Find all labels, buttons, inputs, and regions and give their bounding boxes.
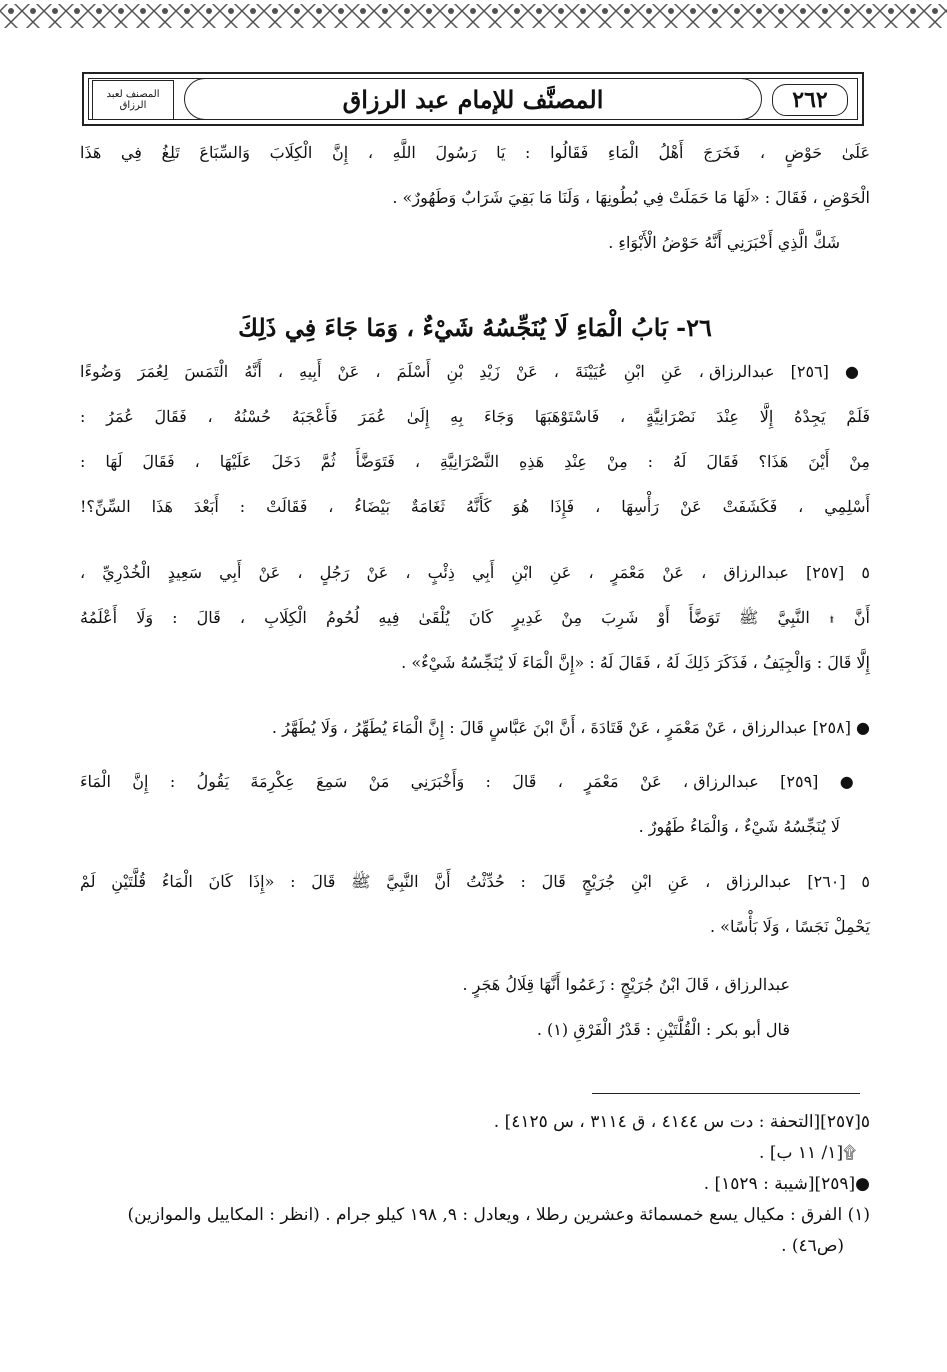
footnote-line: (١) الفرق : مكيال يسع خمسمائة وعشرين رطلا ، ويعادل : ٩, ١٩٨ كيلو جرام . (انظر : المكاييل والموازين): [127, 1205, 870, 1225]
tail-paragraph: [80, 975, 870, 1065]
hadith-number: [٢٥٩]: [780, 772, 819, 791]
hadith-number: [٢٥٦]: [790, 362, 829, 381]
hadith-number: [٢٥٧]: [806, 563, 845, 582]
hadith-text: عبدالرزاق ، عَنِ ابْنِ جُرَيْجٍ قَالَ : حُدِّثْتُ أَنَّ النَّبِيَّ ﷺ قَالَ : «إِذَا كَانَ الْمَاءُ قُلَّتَيْنِ لَمْ: [80, 872, 792, 891]
hadith-line: [80, 718, 870, 763]
hadith-line: إِلَّا قَالَ : وَالْجِيَفُ ، فَذَكَرَ ذَلِكَ لَهُ ، فَقَالَ لَهُ : «إِنَّ الْمَاءَ لَا يُنَجِّسُهُ شَيْءٌ» .: [401, 653, 870, 672]
hadith-number: [٢٦٠]: [807, 872, 846, 891]
hadith-260: [80, 872, 870, 962]
hadith-text: عبدالرزاق ، عَنْ مَعْمَرٍ ، عَنْ قَتَادَةَ ، أَنَّ ابْنَ عَبَّاسٍ قَالَ : إِنَّ الْمَاءَ يُطَهِّرُ ، وَلَا يُطَهَّرُ .: [271, 718, 808, 737]
page-number: ٢٦٢: [772, 84, 848, 116]
hadith-line: فَلَمْ يَجِدْهُ إِلَّا عِنْدَ نَصْرَانِيَّةٍ ، فَاسْتَوْهَبَهَا وَجَاءَ بِهِ إِلَىٰ عُمَرَ فَأَعْجَبَهُ حُسْنُهُ ، فَقَالَ عُمَرُ :: [80, 407, 870, 426]
hadith-line: [80, 872, 870, 917]
hadith-line: أَسْلِمِي ، فَكَشَفَتْ عَنْ رَأْسِهَا ، فَإِذَا هُوَ كَأَنَّهُ ثَغَامَةٌ بَيْضَاءُ ، فَقَالَتْ : أَبَعْدَ هَذَا السِّنِّ؟!: [80, 497, 870, 516]
hadith-marker: ●: [856, 718, 870, 737]
hadith-259: [80, 772, 870, 862]
hadith-marker: ●: [845, 362, 871, 381]
tail-line-1: عبدالرزاق ، قَالَ ابْنُ جُرَيْجٍ : زَعَمُوا أَنَّهَا قِلَالُ هَجَرٍ .: [462, 975, 790, 994]
chapter-heading: ٢٦- بَابُ الْمَاءِ لَا يُنَجِّسُهُ شَيْءٌ ، وَمَا جَاءَ فِي ذَلِكَ: [238, 313, 712, 342]
hadith-line: [80, 772, 870, 817]
header-title: المصنَّف للإمام عبد الرزاق: [184, 78, 762, 120]
intro-line-1: عَلَىٰ حَوْضٍ ، فَخَرَجَ أَهْلُ الْمَاءِ فَقَالُوا : يَا رَسُولَ اللَّهِ ، إِنَّ الْكِلَابَ وَالسِّبَاعَ تَلِغُ فِي هَذَا: [80, 143, 870, 162]
footnote-separator: [592, 1093, 860, 1094]
hadith-line: [80, 362, 870, 407]
hadith-marker: ٥: [861, 872, 870, 891]
seal-logo: [92, 80, 174, 120]
intro-paragraph: [80, 143, 870, 278]
hadith-258: [80, 718, 870, 763]
hadith-marker: ٥: [861, 563, 870, 582]
tail-line-2: قال أبو بكر : الْقُلَّتَيْنِ : قَدْرُ الْفَرْقِ (١) .: [536, 1020, 790, 1039]
hadith-marker: ●: [839, 772, 870, 791]
seal-text: المصنف لعبد الرزاق: [106, 89, 160, 111]
intro-line-2: الْحَوْضِ ، فَقَالَ : «لَهَا مَا حَمَلَتْ فِي بُطُونِهَا ، وَلَنَا مَا بَقِيَ شَرَابٌ وَطَهُورٌ» .: [392, 188, 870, 207]
footnote-line: ۩[١/ ١١ ب] .: [759, 1143, 856, 1163]
intro-line-3: شَكَّ الَّذِي أَخْبَرَنِي أَنَّهُ حَوْضُ الْأَبْوَاءِ .: [608, 233, 840, 252]
hadith-line: [80, 563, 870, 608]
hadith-number: [٢٥٨]: [812, 718, 851, 737]
hadith-line: لَا يُنَجِّسُهُ شَيْءٌ ، وَالْمَاءُ طَهُورٌ .: [638, 817, 840, 836]
footnote-line: (ص٤٦) .: [781, 1236, 844, 1256]
hadith-line: يَحْمِلْ نَجَسًا ، وَلَا بَأْسًا» .: [709, 917, 870, 936]
hadith-text: عبدالرزاق ، عَنِ ابْنِ عُيَيْنَةَ ، عَنْ زَيْدِ بْنِ أَسْلَمَ ، عَنْ أَبِيهِ ، أَنَّهُ الْتَمَسَ لِعُمَرَ وَضُوءًا: [80, 362, 775, 381]
top-ornament-border: [0, 0, 947, 40]
running-header: [82, 72, 864, 126]
hadith-257: [80, 563, 870, 698]
hadith-256: [80, 362, 870, 542]
hadith-line: مِنْ أَيْنَ هَذَا؟ فَقَالَ لَهُ : مِنْ عِنْدِ هَذِهِ النَّصْرَانِيَّةِ ، فَتَوَضَّأَ ثُمَّ دَخَلَ عَلَيْهَا ، فَقَالَ لَهَا :: [80, 452, 870, 471]
footnote-line: ٥[٢٥٧][التحفة : دت س ٤١٤٤ ، ق ٣١١٤ ، س ٤١٢٥] .: [493, 1112, 870, 1132]
footnote-line: ●[٢٥٩][شيبة : ١٥٢٩] .: [703, 1174, 870, 1194]
hadith-line: أَنَّ ۩ النَّبِيَّ ﷺ تَوَضَّأَ أَوْ شَرِبَ مِنْ غَدِيرٍ كَانَ يُلْقَىٰ فِيهِ لُحُومُ الْكِلَابِ ، قَالَ : وَلَا أَعْلَمُهُ: [80, 608, 870, 627]
footnotes: [80, 1107, 870, 1262]
hadith-text: عبدالرزاق ، عَنْ مَعْمَرٍ ، عَنِ ابْنِ أَبِي ذِئْبٍ ، عَنْ رَجُلٍ ، عَنْ أَبِي سَعِيدٍ الْخُدْرِيِّ ،: [80, 563, 789, 582]
hadith-text: عبدالرزاق ، عَنْ مَعْمَرٍ ، قَالَ : وَأَخْبَرَنِي مَنْ سَمِعَ عِكْرِمَةَ يَقُولُ : إِنَّ الْمَاءَ: [80, 772, 759, 791]
